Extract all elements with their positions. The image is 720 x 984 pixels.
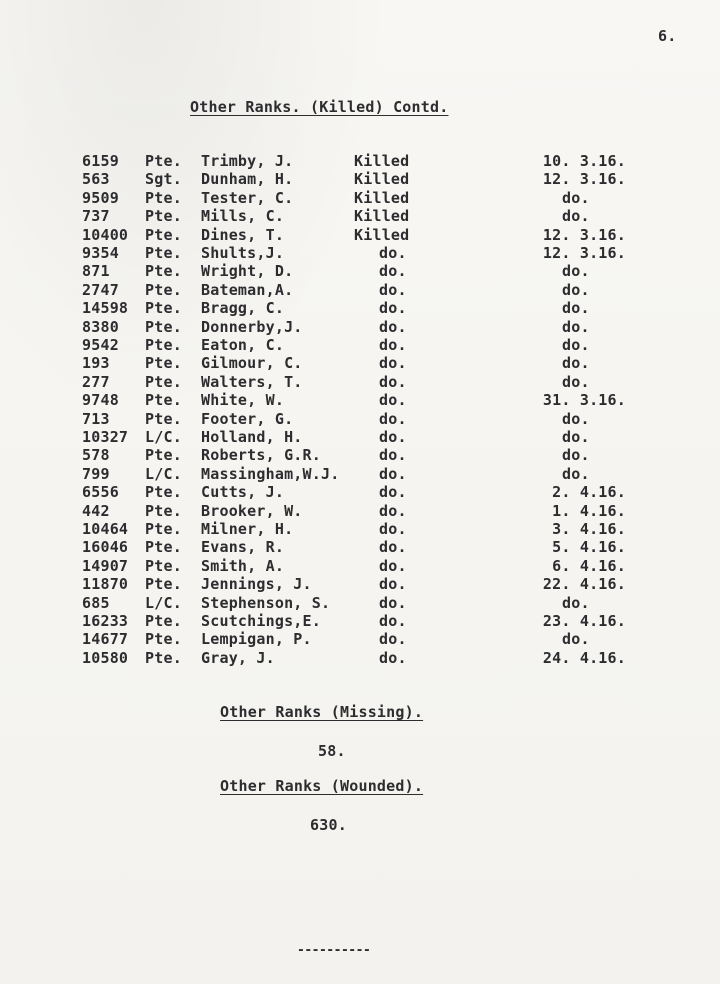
table-row <box>0 483 720 501</box>
page-number: 6. <box>658 27 677 45</box>
casualty-date: 24. 4.16. <box>542 648 626 667</box>
rank: Pte. <box>145 648 182 667</box>
soldier-name: Dunham, H. <box>201 170 294 189</box>
service-number: 2747 <box>82 280 119 299</box>
rank: Pte. <box>145 501 182 520</box>
service-number: 14907 <box>82 556 129 575</box>
rank: Pte. <box>145 317 182 336</box>
section-divider: ---------- <box>297 943 371 958</box>
casualty-date: do. <box>562 354 590 373</box>
rank: Pte. <box>145 556 182 575</box>
casualty-status: do. <box>379 593 407 612</box>
missing-count: 58. <box>318 742 346 760</box>
casualty-date: 5. 4.16. <box>552 538 626 557</box>
table-row <box>0 391 720 409</box>
soldier-name: Eaton, C. <box>201 336 285 354</box>
rank: Pte. <box>145 188 182 207</box>
service-number: 9509 <box>82 188 119 207</box>
casualty-date: do. <box>562 262 590 281</box>
service-number: 6159 <box>82 152 119 170</box>
casualty-status: Killed <box>354 152 410 170</box>
casualty-status: do. <box>379 612 407 630</box>
soldier-name: Donnerby,J. <box>201 317 303 336</box>
soldier-name: Jennings, J. <box>201 575 312 594</box>
rank: Pte. <box>145 372 182 391</box>
wounded-heading: Other Ranks (Wounded). <box>220 777 424 795</box>
soldier-name: Milner, H. <box>201 520 294 538</box>
soldier-name: Cutts, J. <box>201 483 285 502</box>
soldier-name: Tester, C. <box>201 188 294 207</box>
service-number: 277 <box>82 372 110 391</box>
casualty-status: Killed <box>354 188 410 207</box>
rank: Pte. <box>145 446 182 465</box>
table-row <box>0 520 720 538</box>
casualty-date: 1. 4.16. <box>552 501 626 520</box>
rank: Sgt. <box>145 170 182 189</box>
casualty-date: do. <box>562 207 590 226</box>
casualty-status: do. <box>379 520 407 538</box>
casualty-status: do. <box>379 483 407 502</box>
soldier-name: Mills, C. <box>201 207 285 226</box>
service-number: 9748 <box>82 391 119 410</box>
rank: Pte. <box>145 354 182 373</box>
casualty-status: do. <box>379 556 407 575</box>
casualty-date: 12. 3.16. <box>542 225 626 244</box>
rank: Pte. <box>145 280 182 299</box>
table-row <box>0 189 720 207</box>
rank: Pte. <box>145 612 182 630</box>
casualty-status: do. <box>379 280 407 299</box>
table-row <box>0 538 720 556</box>
killed-heading: Other Ranks. (Killed) Contd. <box>190 98 449 116</box>
service-number: 10464 <box>82 520 129 538</box>
casualty-date: do. <box>562 464 590 483</box>
service-number: 6556 <box>82 483 119 502</box>
soldier-name: Trimby, J. <box>201 152 294 170</box>
rank: Pte. <box>145 520 182 538</box>
casualty-date: 12. 3.16. <box>542 170 626 189</box>
soldier-name: Wright, D. <box>201 262 294 281</box>
casualty-status: do. <box>379 630 407 649</box>
casualty-status: Killed <box>354 225 410 244</box>
service-number: 193 <box>82 354 110 373</box>
casualty-date: 22. 4.16. <box>542 575 626 594</box>
rank: Pte. <box>145 409 182 428</box>
service-number: 10327 <box>82 428 129 446</box>
casualty-date: 23. 4.16. <box>542 612 626 630</box>
casualty-date: 12. 3.16. <box>542 244 626 262</box>
casualty-status: do. <box>379 262 407 281</box>
soldier-name: Scutchings,E. <box>201 612 321 630</box>
soldier-name: Evans, R. <box>201 538 285 557</box>
table-row <box>0 207 720 225</box>
casualty-date: do. <box>562 593 590 612</box>
rank: Pte. <box>145 207 182 226</box>
soldier-name: Bateman,A. <box>201 280 294 299</box>
table-row <box>0 428 720 446</box>
casualty-status: do. <box>379 648 407 667</box>
service-number: 737 <box>82 207 110 226</box>
soldier-name: Stephenson, S. <box>201 593 331 612</box>
missing-heading: Other Ranks (Missing). <box>220 703 424 721</box>
rank: Pte. <box>145 391 182 410</box>
casualty-status: do. <box>379 428 407 446</box>
table-row <box>0 557 720 575</box>
casualty-date: 6. 4.16. <box>552 556 626 575</box>
wounded-count: 630. <box>310 816 347 834</box>
casualty-date: do. <box>562 299 590 318</box>
table-row <box>0 594 720 612</box>
soldier-name: Gilmour, C. <box>201 354 303 373</box>
rank: Pte. <box>145 152 182 170</box>
soldier-name: Massingham,W.J. <box>201 464 340 483</box>
rank: Pte. <box>145 483 182 502</box>
service-number: 10580 <box>82 648 129 667</box>
rank: Pte. <box>145 299 182 318</box>
service-number: 871 <box>82 262 110 281</box>
table-row <box>0 226 720 244</box>
soldier-name: Bragg, C. <box>201 299 285 318</box>
casualty-status: do. <box>379 409 407 428</box>
casualty-date: do. <box>562 409 590 428</box>
casualty-status: do. <box>379 464 407 483</box>
table-row <box>0 502 720 520</box>
service-number: 9354 <box>82 244 119 262</box>
table-row <box>0 649 720 667</box>
soldier-name: Gray, J. <box>201 648 275 667</box>
table-row <box>0 630 720 648</box>
soldier-name: Shults,J. <box>201 244 285 262</box>
service-number: 10400 <box>82 225 129 244</box>
service-number: 14677 <box>82 630 129 649</box>
casualty-status: Killed <box>354 207 410 226</box>
soldier-name: Holland, H. <box>201 428 303 446</box>
service-number: 9542 <box>82 336 119 354</box>
soldier-name: White, W. <box>201 391 285 410</box>
casualty-date: do. <box>562 446 590 465</box>
table-row <box>0 244 720 262</box>
casualty-status: do. <box>379 336 407 354</box>
table-row <box>0 262 720 280</box>
service-number: 713 <box>82 409 110 428</box>
table-row <box>0 575 720 593</box>
casualty-date: do. <box>562 630 590 649</box>
casualty-date: do. <box>562 428 590 446</box>
service-number: 442 <box>82 501 110 520</box>
service-number: 8380 <box>82 317 119 336</box>
casualty-status: do. <box>379 501 407 520</box>
casualty-status: do. <box>379 391 407 410</box>
casualty-status: do. <box>379 575 407 594</box>
table-row <box>0 373 720 391</box>
soldier-name: Lempigan, P. <box>201 630 312 649</box>
table-row <box>0 336 720 354</box>
casualty-status: do. <box>379 372 407 391</box>
service-number: 799 <box>82 464 110 483</box>
rank: Pte. <box>145 262 182 281</box>
service-number: 685 <box>82 593 110 612</box>
soldier-name: Dines, T. <box>201 225 285 244</box>
casualty-status: do. <box>379 317 407 336</box>
table-row <box>0 299 720 317</box>
casualty-status: do. <box>379 538 407 557</box>
rank: Pte. <box>145 336 182 354</box>
casualty-date: do. <box>562 280 590 299</box>
casualty-date: do. <box>562 317 590 336</box>
casualty-date: 31. 3.16. <box>542 391 626 410</box>
service-number: 11870 <box>82 575 129 594</box>
service-number: 14598 <box>82 299 129 318</box>
soldier-name: Footer, G. <box>201 409 294 428</box>
soldier-name: Brooker, W. <box>201 501 303 520</box>
rank: L/C. <box>145 464 182 483</box>
casualty-date: do. <box>562 188 590 207</box>
casualty-date: 3. 4.16. <box>552 520 626 538</box>
service-number: 563 <box>82 170 110 189</box>
service-number: 16233 <box>82 612 129 630</box>
service-number: 16046 <box>82 538 129 557</box>
rank: Pte. <box>145 538 182 557</box>
casualty-status: do. <box>379 354 407 373</box>
service-number: 578 <box>82 446 110 465</box>
casualty-status: Killed <box>354 170 410 189</box>
table-row <box>0 281 720 299</box>
table-row <box>0 612 720 630</box>
table-row <box>0 170 720 188</box>
rank: L/C. <box>145 428 182 446</box>
rank: Pte. <box>145 244 182 262</box>
casualty-date: do. <box>562 372 590 391</box>
table-row <box>0 318 720 336</box>
casualty-status: do. <box>379 299 407 318</box>
casualty-date: do. <box>562 336 590 354</box>
soldier-name: Roberts, G.R. <box>201 446 321 465</box>
soldier-name: Walters, T. <box>201 372 303 391</box>
casualty-date: 2. 4.16. <box>552 483 626 502</box>
table-row <box>0 354 720 372</box>
rank: Pte. <box>145 225 182 244</box>
rank: Pte. <box>145 630 182 649</box>
casualty-status: do. <box>379 446 407 465</box>
soldier-name: Smith, A. <box>201 556 285 575</box>
casualty-status: do. <box>379 244 407 262</box>
table-row <box>0 465 720 483</box>
table-row <box>0 446 720 464</box>
rank: Pte. <box>145 575 182 594</box>
casualty-date: 10. 3.16. <box>542 152 626 170</box>
table-row <box>0 152 720 170</box>
table-row <box>0 410 720 428</box>
rank: L/C. <box>145 593 182 612</box>
